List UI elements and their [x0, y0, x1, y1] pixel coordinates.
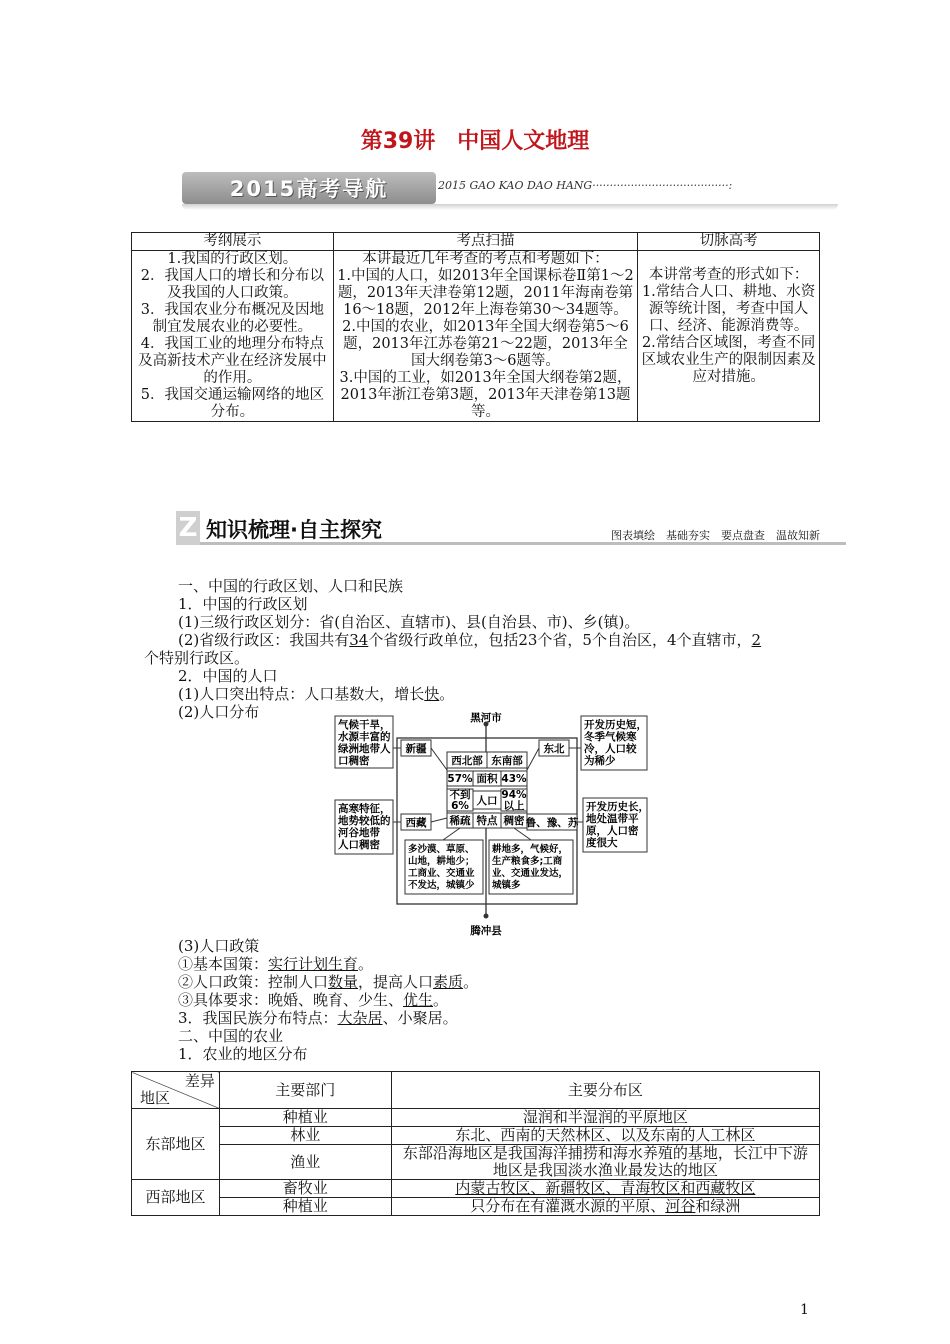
dept-cell: 种植业: [219, 1109, 391, 1127]
svg-text:度很大: 度很大: [586, 837, 618, 849]
banner-sub: 2015 GAO KAO DAO HANG·······································:: [438, 179, 733, 192]
dept-cell: 渔业: [219, 1145, 391, 1180]
header-outline: 考纲展示: [132, 233, 334, 251]
svg-text:山地，耕地少；: 山地，耕地少；: [408, 856, 475, 867]
xinjiang-label: 新疆: [405, 743, 427, 755]
svg-text:人口稠密: 人口稠密: [338, 839, 380, 851]
area-cell: 东北、西南的天然林区、以及东南的人工林区: [391, 1127, 819, 1145]
scan-cell: [333, 251, 638, 422]
dept-cell: 林业: [219, 1127, 391, 1145]
svg-text:口稠密: 口稠密: [338, 755, 370, 767]
svg-text:多沙漠、草原、: 多沙漠、草原、: [408, 844, 475, 855]
svg-text:不发达，城镇少: 不发达，城镇少: [408, 880, 475, 891]
header-exam: 切脉高考: [638, 233, 820, 251]
heading-2: 二、中国的农业: [178, 1027, 284, 1045]
dense-label: 稠密: [503, 815, 525, 827]
dept-cell: 种植业: [219, 1198, 391, 1216]
section-letter: Z: [176, 511, 200, 545]
svg-text:冷，人口较: 冷，人口较: [584, 743, 637, 755]
svg-text:水源丰富的: 水源丰富的: [338, 731, 391, 743]
paragraph: (3)人口政策: [178, 937, 260, 955]
banner-label: 2015高考导航: [182, 172, 436, 204]
dongbei-label: 东北: [543, 743, 565, 755]
se-pop-sub: 以上: [503, 800, 525, 812]
subheading: 1．农业的地区分布: [178, 1045, 308, 1063]
svg-text:高寒特征，: 高寒特征，: [338, 803, 391, 815]
scan-item: 3.中国的工业，如2013年全国大纲卷第2题，2013年浙江卷第3题，2013年天津卷第13题等。: [339, 370, 632, 420]
se-area: 43%: [501, 773, 527, 785]
nw-area: 57%: [447, 773, 473, 785]
area-label: 面积: [476, 773, 498, 785]
scan-item: 本讲最近几年考查的考点和考题如下：: [362, 251, 609, 267]
paragraph: 个特别行政区。: [144, 649, 250, 667]
nw-pop: 不到: [449, 789, 471, 801]
section-title: 知识梳理·自主探究: [206, 518, 382, 542]
header-area: 主要分布区: [391, 1072, 819, 1109]
scan-item: 2.中国的农业，如2013年全国大纲卷第5～6题，2013年江苏卷第21～22题，2013年全国大纲卷第3～6题等。: [342, 319, 629, 369]
banner-underline: [182, 204, 838, 210]
paragraph: (2)省级行政区：我国共有34个省级行政单位，包括23个省，5个自治区，4个直辖市，2: [178, 631, 762, 649]
exam-guide-table: [131, 232, 820, 422]
luyusu-label: 鲁、豫、苏: [525, 817, 579, 829]
svg-text:工商业、交通业: 工商业、交通业: [408, 868, 475, 879]
paragraph: (1)人口突出特点：人口基数大，增长快。: [178, 685, 455, 703]
svg-text:耕地多，气候好，: 耕地多，气候好，: [492, 844, 569, 855]
east-region: 东部地区: [132, 1109, 220, 1180]
sparse-label: 稀疏: [449, 815, 471, 827]
exam-item: 本讲常考查的形式如下：: [648, 267, 809, 283]
paragraph: (2)人口分布: [178, 703, 260, 721]
population-distribution-diagram: [333, 710, 651, 942]
area-cell: 东部沿海地区是我国海洋捕捞和海水养殖的基地，长江中下游地区是我国淡水渔业最发达的地区: [391, 1145, 819, 1180]
feature-label: 特点: [476, 815, 498, 827]
outline-item: 4．我国工业的地理分布特点及高新技术产业在经济发展中的作用。: [138, 336, 327, 386]
area-cell: 湿润和半湿润的平原地区: [391, 1109, 819, 1127]
svg-text:城镇多: 城镇多: [492, 880, 521, 891]
se-label: 东南部: [491, 755, 523, 767]
xizang-label: 西藏: [405, 817, 427, 829]
bottom-city: 腾冲县: [470, 925, 502, 937]
svg-text:地势较低的: 地势较低的: [338, 815, 391, 827]
body-text-2: [144, 937, 824, 1063]
svg-text:生产粮食多;工商: 生产粮食多;工商: [492, 856, 563, 867]
section-banner: [176, 511, 846, 545]
svg-text:河谷地带: 河谷地带: [338, 827, 380, 839]
svg-text:开发历史短，: 开发历史短，: [584, 719, 647, 731]
hu-line-bottom: [484, 914, 489, 919]
svg-text:地处温带平: 地处温带平: [586, 813, 639, 825]
subheading: 1．中国的行政区划: [178, 595, 308, 613]
scan-item: 1.中国的人口，如2013年全国课标卷Ⅱ第1～2题，2013年天津卷第12题，2011年海南卷第16～18题，2012年上海卷第30～34题等。: [337, 268, 634, 318]
svg-text:为稀少: 为稀少: [584, 755, 616, 767]
west-region: 西部地区: [132, 1180, 220, 1216]
diagonal-header-cell: 差异 地区: [132, 1072, 220, 1109]
section-subtitle: 图表填绘 基础夯实 要点盘查 温故知新: [611, 529, 820, 542]
svg-text:开发历史长，: 开发历史长，: [586, 801, 649, 813]
exam-item: 1.常结合人口、耕地、水资源等统计图，考查中国人口、经济、能源消费等。: [641, 284, 816, 334]
exam-item: 2.常结合区域图，考查不同区域农业生产的限制因素及应对措施。: [641, 335, 816, 385]
svg-text:原，人口密: 原，人口密: [586, 825, 639, 837]
paragraph: ③具体要求：晚婚、晚育、少生、优生。: [178, 991, 449, 1009]
nw-label: 西北部: [451, 755, 483, 767]
exam-cell: [638, 251, 820, 422]
pop-label: 人口: [476, 795, 498, 807]
svg-text:气候干旱，: 气候干旱，: [338, 719, 391, 731]
heading-1: 一、中国的行政区划、人口和民族: [178, 577, 404, 595]
subheading: 2．中国的人口: [178, 667, 278, 685]
section-underline: [200, 542, 846, 545]
svg-text:业、交通业发达，: 业、交通业发达，: [492, 868, 569, 879]
header-dept: 主要部门: [219, 1072, 391, 1109]
svg-text:绿洲地带人: 绿洲地带人: [338, 743, 391, 755]
paragraph: 3．我国民族分布特点：大杂居、小聚居。: [178, 1009, 458, 1027]
se-pop: 94%: [501, 789, 527, 801]
paragraph: ②人口政策：控制人口数量，提高人口素质。: [178, 973, 479, 991]
outline-cell: [132, 251, 334, 422]
agriculture-table: [131, 1071, 820, 1216]
area-cell: 只分布在有灌溉水源的平原、河谷和绿洲: [391, 1198, 819, 1216]
outline-item: 5．我国交通运输网络的地区分布。: [140, 387, 324, 420]
outline-item: 1.我国的行政区划。: [167, 251, 298, 267]
page-title: 第39讲 中国人文地理: [360, 129, 590, 154]
outline-item: 3．我国农业分布概况及因地制宜发展农业的必要性。: [140, 302, 324, 335]
top-city: 黑河市: [470, 712, 502, 724]
dept-cell: 畜牧业: [219, 1180, 391, 1198]
svg-text:冬季气候寒: 冬季气候寒: [584, 731, 637, 743]
outline-item: 2．我国人口的增长和分布以及我国的人口政策。: [140, 268, 324, 301]
nw-pop-val: 6%: [451, 800, 469, 812]
paragraph: ①基本国策：实行计划生育。: [178, 955, 374, 973]
paragraph: (1)三级行政区划分：省(自治区、直辖市)、县(自治县、市)、乡(镇)。: [178, 613, 640, 631]
page-number: 1: [800, 1302, 809, 1318]
area-cell: 内蒙古牧区、新疆牧区、青海牧区和西藏牧区: [391, 1180, 819, 1198]
gaokao-banner: [182, 168, 842, 218]
header-scan: 考点扫描: [333, 233, 638, 251]
body-text: [144, 577, 824, 721]
